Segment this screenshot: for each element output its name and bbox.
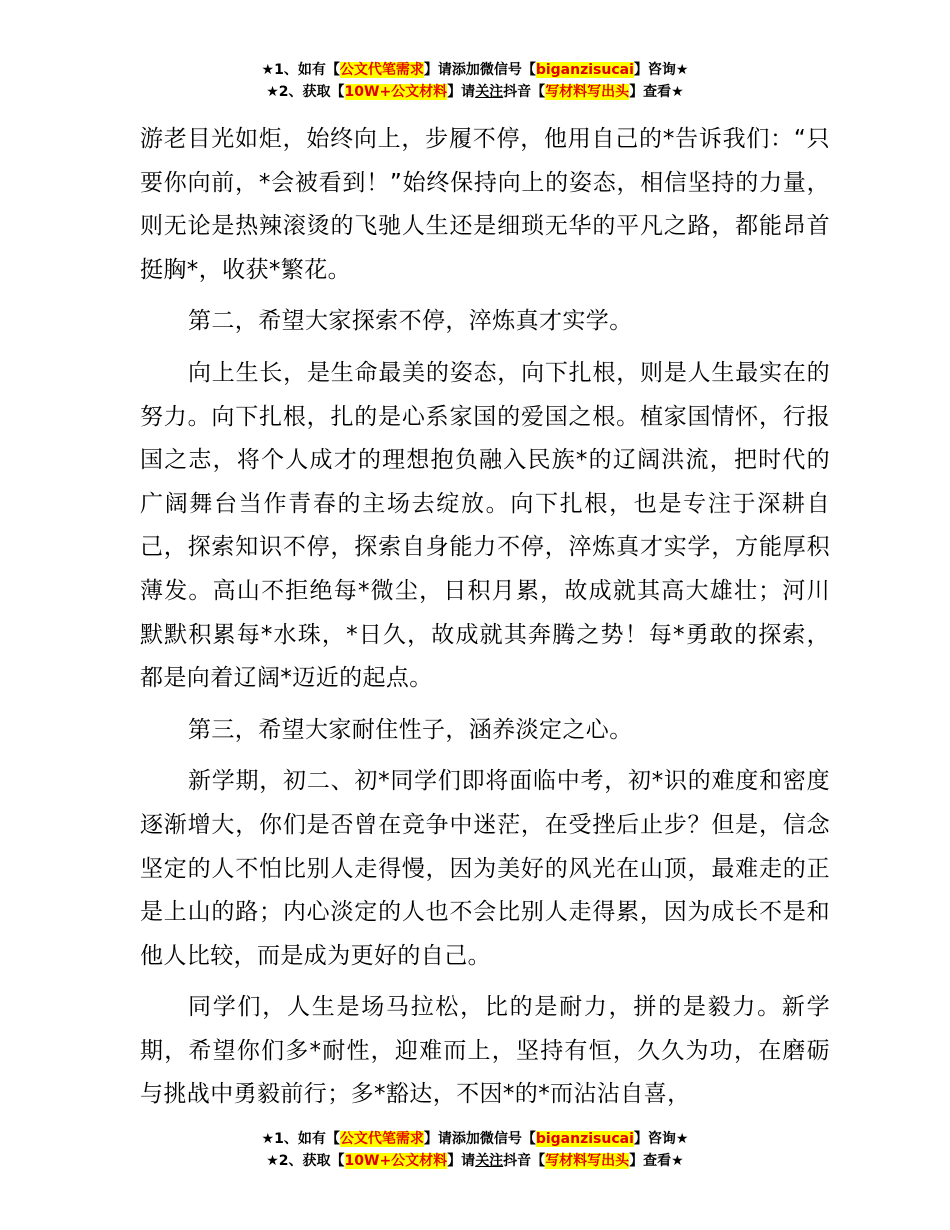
highlight-wechat-id: biganzisucai [535, 62, 634, 78]
section-heading: 第三，希望大家耐住性子，涵养淡定之心。 [188, 716, 633, 743]
footer-banner-line-2: ★2、获取【10W+公文材料】请关注抖音【写材料写出头】查看★ [266, 1153, 684, 1169]
footer-banner [0, 1128, 950, 1172]
highlight-ghostwriting: 公文代笔需求 [339, 1131, 424, 1147]
header-banner-line-2: ★2、获取【10W+公文材料】请关注抖音【写材料写出头】查看★ [266, 84, 684, 100]
paragraph: 向上生长，是生命最美的姿态，向下扎根，则是人生最实在的努力。向下扎根，扎的是心系家国的爱国之根。植家国情怀，行报国之志，将个人成才的理想抱负融入民族*的辽阔洪流，把时代的广阔舞台当作青春的主场去绽放。向下扎根，也是专注于深耕自己，探索知识不停，探索自身能力不停，淬炼真才实学，方能厚积薄发。高山不拒绝每*微尘，日积月累，故成就其高大雄壮；河川默默积累每*水珠，*日久，故成就其奔腾之势！每*勇敢的探索，都是向着辽阔*迈近的起点。 [140, 359, 830, 692]
section-heading: 第二，希望大家探索不停，淬炼真才实学。 [188, 308, 633, 335]
highlight-douyin-account: 写材料写出头 [545, 84, 630, 100]
paragraph: 新学期，初二、初*同学们即将面临中考，初*识的难度和密度逐渐增大，你们是否曾在竞争中迷茫，在受挫后止步？但是，信念坚定的人不怕比别人走得慢，因为美好的风光在山顶，最难走的正是上山的路；内心淡定的人也不会比别人走得累，因为成长不是和他人比较，而是成为更好的自己。 [140, 768, 830, 969]
paragraph: 游老目光如炬，始终向上，步履不停，他用自己的*告诉我们：“只要你向前，*会被看到！”始终保持向上的姿态，相信坚持的力量，则无论是热辣滚烫的飞驰人生还是细琐无华的平凡之路，都能昂首挺胸*，收获*繁花。 [140, 126, 830, 283]
header-banner [0, 59, 950, 103]
highlight-wechat-id: biganzisucai [535, 1131, 634, 1147]
document-body [140, 118, 830, 1125]
highlight-douyin-account: 写材料写出头 [545, 1153, 630, 1169]
paragraph: 同学们，人生是场马拉松，比的是耐力，拼的是毅力。新学期，希望你们多*耐性，迎难而上，坚持有恒，久久为功，在磨砺与挑战中勇毅前行；多*豁达，不因*的*而沾沾自喜， [140, 994, 830, 1108]
highlight-materials: 10W+公文材料 [344, 1153, 448, 1169]
footer-banner-line-1: ★1、如有【公文代笔需求】请添加微信号【biganzisucai】咨询★ [261, 1131, 689, 1147]
highlight-ghostwriting: 公文代笔需求 [339, 62, 424, 78]
header-banner-line-1: ★1、如有【公文代笔需求】请添加微信号【biganzisucai】咨询★ [261, 62, 689, 78]
highlight-materials: 10W+公文材料 [344, 84, 448, 100]
